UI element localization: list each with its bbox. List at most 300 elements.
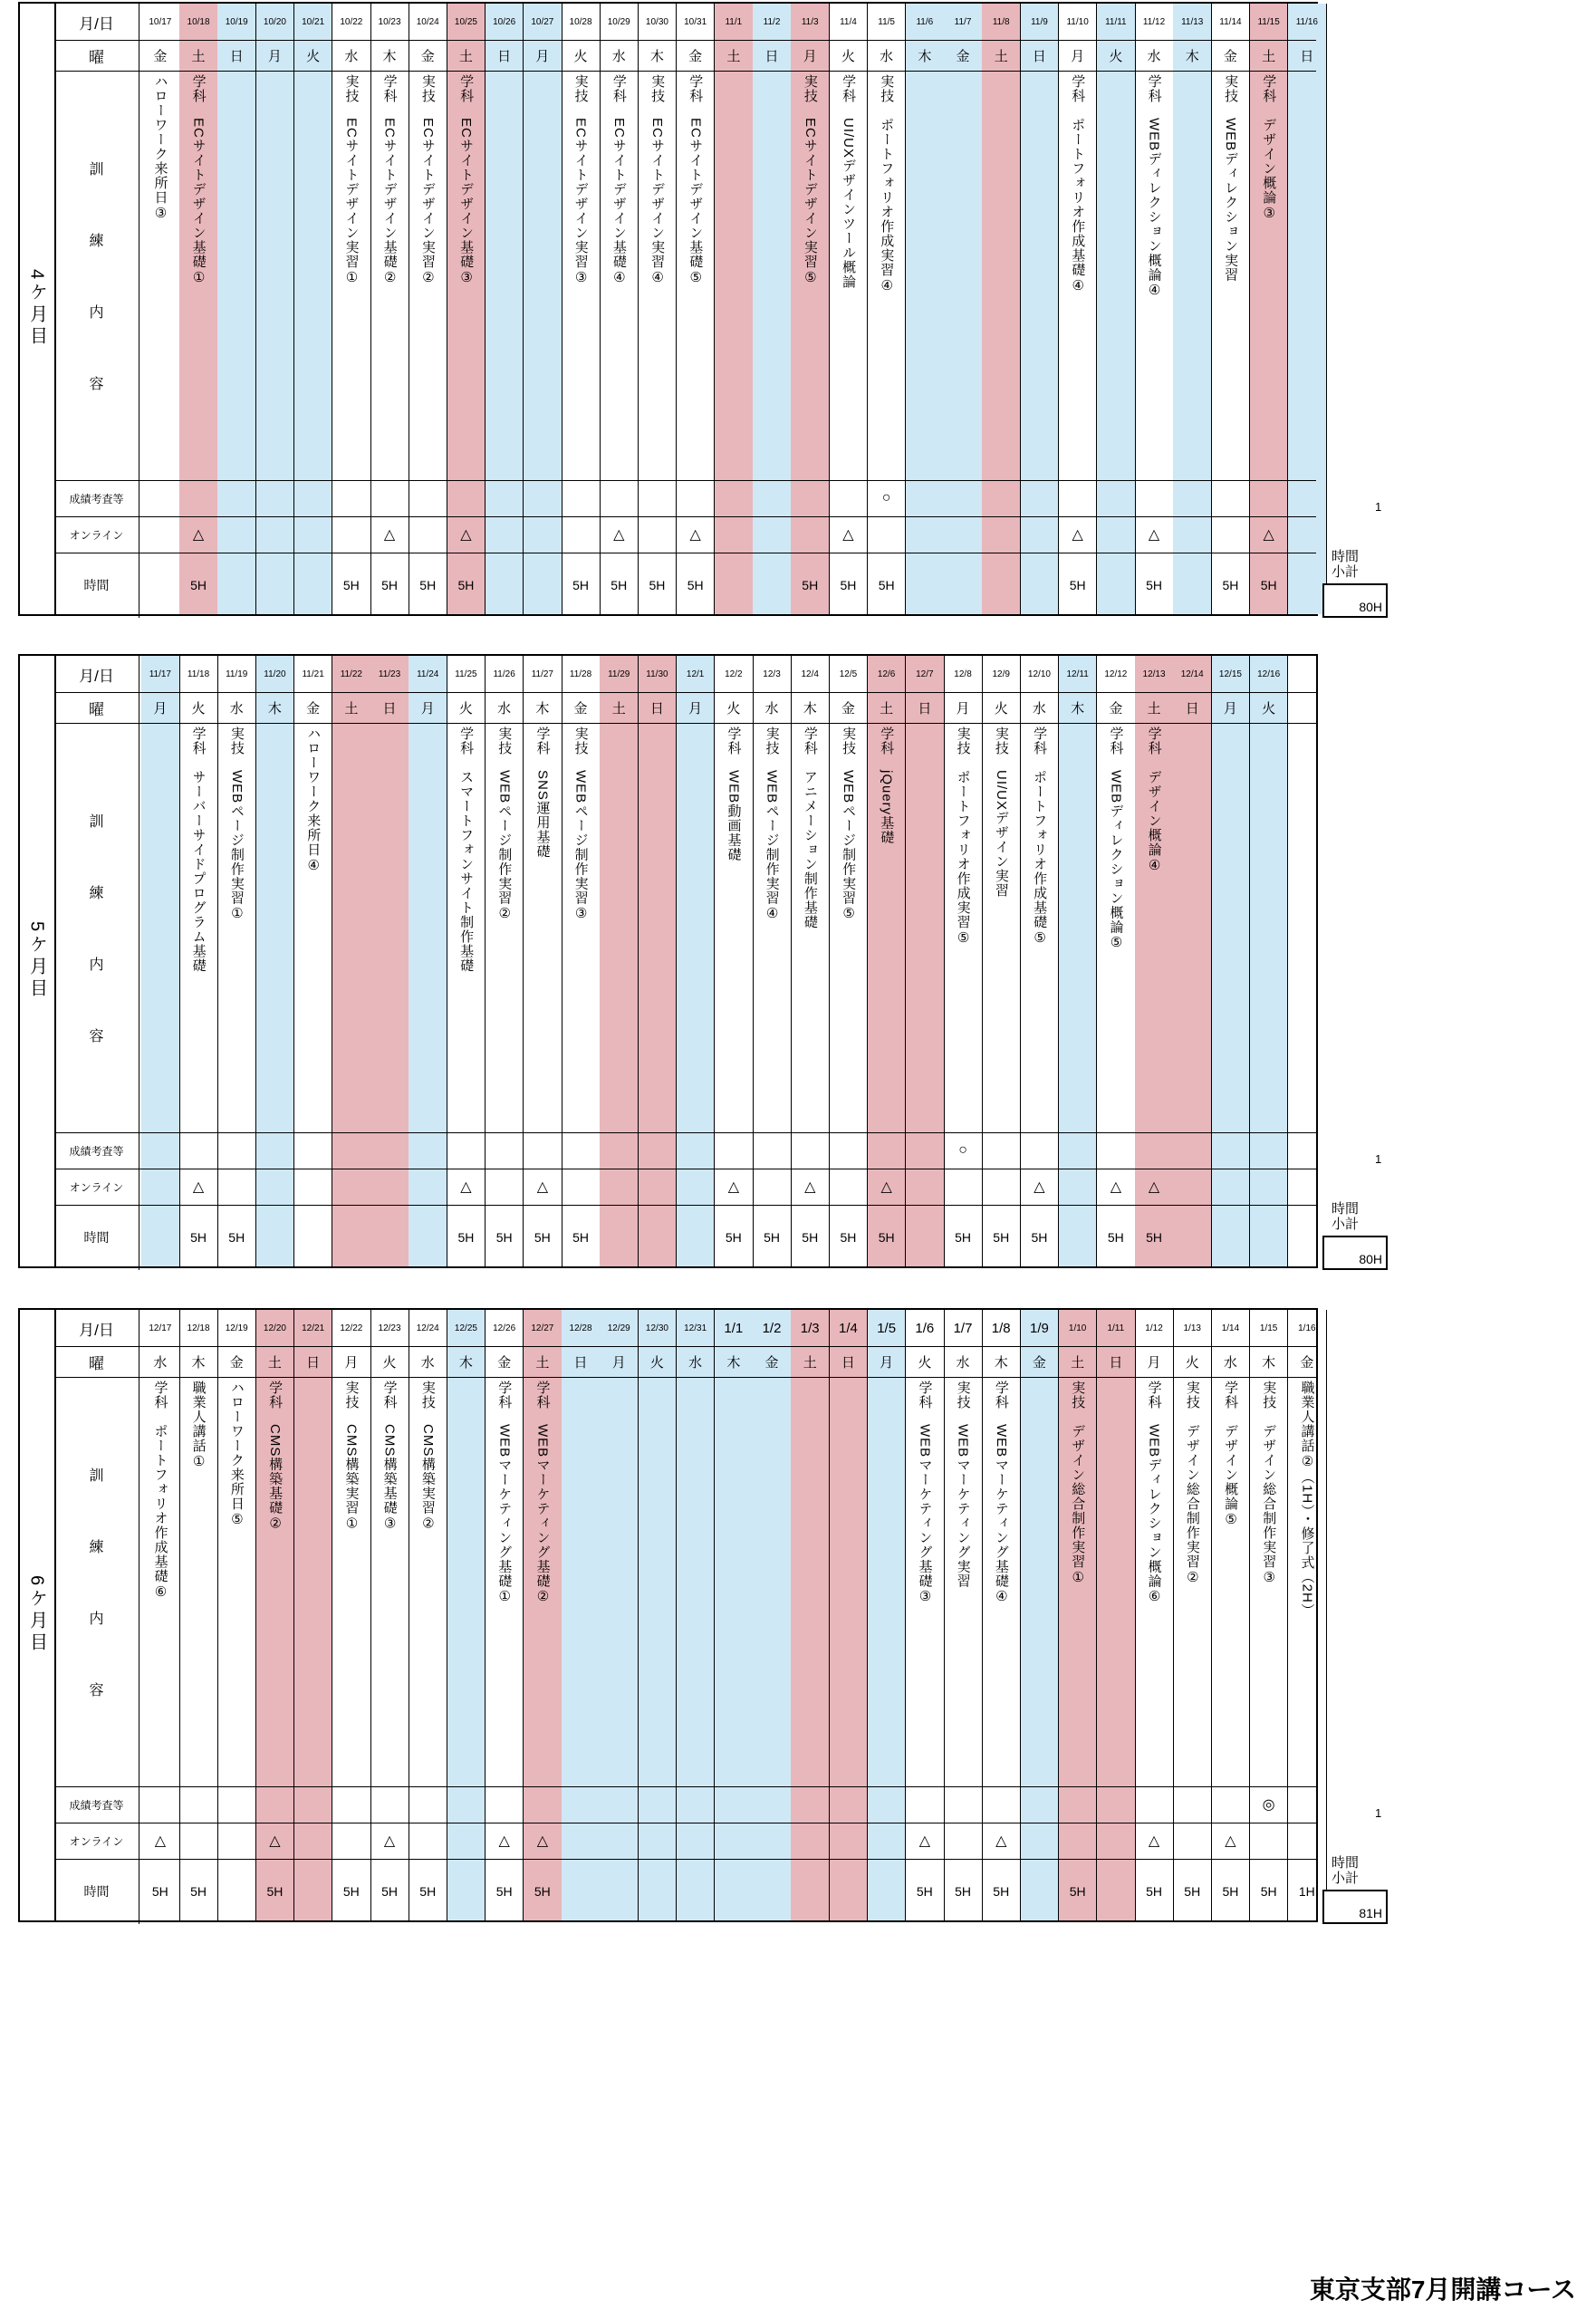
training-content-cell (906, 723, 944, 1132)
day-column (294, 1310, 333, 1920)
date-cell: 12/1 (686, 669, 705, 679)
day-column (1250, 4, 1289, 614)
grade-cell (294, 1132, 332, 1169)
online-cell (944, 516, 982, 553)
online-cell (1173, 1169, 1211, 1205)
training-content-cell (486, 1377, 524, 1786)
hours-cell: 5H (916, 1884, 933, 1899)
online-cell (409, 1169, 447, 1205)
training-content-cell (715, 71, 753, 480)
online-cell: △ (1263, 527, 1274, 543)
training-content: 実技 WEBページ制作実習③ (572, 726, 589, 923)
hours-cell (753, 1859, 791, 1924)
weekday-cell: 土 (191, 48, 206, 64)
month-block (18, 2, 1318, 616)
day-column (982, 1310, 1021, 1920)
content-label-char: 練 (89, 885, 104, 901)
date-cell: 10/30 (645, 16, 668, 27)
day-column (370, 656, 409, 1266)
date-cell: 1/9 (1030, 1320, 1049, 1336)
hours-cell (409, 1205, 447, 1270)
row-divider (54, 1377, 1316, 1378)
grade-cell (524, 480, 562, 516)
training-content-cell (409, 1377, 447, 1786)
training-content: 学科 ECサイトデザイン基礎① (190, 74, 207, 286)
day-column (1097, 1310, 1136, 1920)
hours-cell (982, 553, 1020, 618)
grade-cell (332, 1786, 370, 1823)
grade-cell (1250, 480, 1288, 516)
hours-cell (639, 1859, 677, 1924)
weekday-cell: 金 (841, 700, 855, 717)
training-content-cell (639, 71, 677, 480)
day-column (600, 656, 639, 1266)
online-cell (294, 1823, 332, 1859)
online-cell (1059, 1823, 1097, 1859)
grade-cell (906, 1786, 944, 1823)
online-cell: △ (536, 1179, 548, 1195)
training-content-cell (217, 723, 255, 1132)
content-label-char: 訓 (89, 1467, 104, 1484)
date-cell: 11/25 (455, 669, 477, 679)
training-content: 実技 CMS構築実習② (419, 1381, 436, 1533)
weekday-cell: 水 (420, 1354, 435, 1371)
online-cell (332, 1823, 370, 1859)
weekday-cell: 土 (1262, 48, 1276, 64)
date-cell: 1/12 (1145, 1323, 1163, 1333)
training-content: 学科 WEBマーケティング基礎① (496, 1381, 513, 1606)
date-label: 月/日 (54, 1310, 139, 1346)
date-cell: 12/23 (378, 1323, 401, 1333)
hours-cell: 5H (1260, 578, 1277, 592)
weekday-cell: 月 (1071, 48, 1085, 64)
day-column (715, 1310, 754, 1920)
grade-cell (1021, 1786, 1059, 1823)
date-cell: 12/29 (607, 1323, 630, 1333)
day-column (1135, 1310, 1174, 1920)
weekday-cell: 火 (1262, 700, 1276, 717)
date-cell: 11/20 (264, 669, 286, 679)
hours-subtotal-label: 時間 小計 (1332, 1201, 1360, 1233)
hours-cell (906, 553, 944, 618)
date-cell: 11/28 (569, 669, 592, 679)
weekday-cell: 金 (306, 700, 321, 717)
online-cell: △ (498, 1833, 510, 1849)
day-column (639, 656, 678, 1266)
grade-cell (944, 480, 982, 516)
training-content-cell (294, 723, 332, 1132)
weekday-cell: 金 (497, 1354, 512, 1371)
day-column (409, 656, 447, 1266)
online-cell: △ (460, 527, 472, 543)
hours-cell (715, 1859, 753, 1924)
weekday-cell: 火 (573, 48, 588, 64)
month-label-cell (20, 1310, 56, 1920)
day-column (906, 4, 945, 614)
date-cell: 11/11 (1105, 16, 1127, 27)
date-cell: 12/24 (416, 1323, 439, 1333)
grade-cell (256, 1132, 294, 1169)
training-content-cell (562, 1377, 600, 1786)
date-cell: 12/27 (531, 1323, 554, 1333)
weekday-cell: 木 (382, 48, 397, 64)
date-cell: 1/11 (1107, 1323, 1125, 1333)
training-content-cell (447, 723, 486, 1132)
weekday-cell: 木 (803, 700, 817, 717)
grade-cell: ◎ (1262, 1797, 1275, 1813)
hours-cell (217, 553, 255, 618)
training-content-cell (1059, 71, 1097, 480)
training-content-cell (370, 723, 409, 1132)
weekday-cell: 火 (649, 1354, 664, 1371)
training-content: 学科 ECサイトデザイン基礎③ (458, 74, 475, 286)
online-cell (753, 1823, 791, 1859)
training-content: 実技 ポートフォリオ作成実習④ (879, 74, 895, 294)
hours-cell: 5H (1146, 578, 1162, 592)
weekday-cell: 月 (1223, 700, 1237, 717)
day-column (179, 656, 218, 1266)
grade-cell (370, 1132, 409, 1169)
day-column (217, 656, 256, 1266)
date-cell: 10/20 (263, 16, 286, 27)
date-cell: 11/14 (1219, 16, 1242, 27)
hours-cell (562, 1859, 600, 1924)
hours-cell (1288, 553, 1326, 618)
grade-cell (1288, 1786, 1326, 1823)
weekday-cell: 木 (535, 700, 550, 717)
grade-cell: ○ (958, 1142, 967, 1158)
day-column (982, 4, 1021, 614)
grade-cell (753, 1132, 791, 1169)
day-column (1021, 1310, 1060, 1920)
online-cell (1250, 1169, 1288, 1205)
online-cell (830, 1169, 868, 1205)
online-cell (217, 516, 255, 553)
date-cell: 10/24 (416, 16, 439, 27)
online-cell (677, 1169, 715, 1205)
online-cell (791, 516, 829, 553)
day-column (1059, 656, 1098, 1266)
training-content: 学科 WEBマーケティング基礎④ (993, 1381, 1009, 1606)
hours-cell: 5H (1222, 578, 1239, 592)
grade-cell (562, 1786, 600, 1823)
hours-cell: 5H (190, 1230, 207, 1245)
date-cell: 11/22 (340, 669, 362, 679)
hours-cell (486, 553, 524, 618)
online-cell (256, 1169, 294, 1205)
training-content-cell (944, 1377, 982, 1786)
date-cell: 11/16 (1295, 16, 1318, 27)
day-column (1288, 4, 1327, 614)
training-content: 学科 アニメーション制作基礎 (802, 726, 818, 929)
hours-cell: 5H (611, 578, 628, 592)
grade-cell (370, 480, 409, 516)
date-cell: 11/3 (801, 16, 819, 27)
day-column (256, 1310, 295, 1920)
training-content-cell (447, 1377, 486, 1786)
day-column (906, 656, 945, 1266)
day-column (1173, 656, 1212, 1266)
hours-cell: 5H (802, 578, 819, 592)
day-column (486, 4, 524, 614)
day-column (217, 1310, 256, 1920)
online-cell: △ (995, 1833, 1007, 1849)
grade-cell (217, 1786, 255, 1823)
training-content-cell (1250, 723, 1288, 1132)
online-cell (141, 1169, 179, 1205)
content-label-chars (89, 132, 103, 419)
row-divider (54, 1132, 1316, 1133)
training-content: 実技 ECサイトデザイン実習③ (572, 74, 589, 286)
training-content-cell (1021, 71, 1059, 480)
hours-cell: 5H (381, 578, 398, 592)
content-label-chars (89, 1439, 103, 1725)
training-content-cell (370, 71, 409, 480)
online-cell (562, 516, 600, 553)
training-content-cell (447, 71, 486, 480)
training-content-cell (1212, 71, 1250, 480)
online-cell (715, 1823, 753, 1859)
hours-label: 時間 (54, 1205, 139, 1270)
online-cell (868, 516, 906, 553)
date-cell: 12/6 (877, 669, 896, 679)
hours-cell: 5H (495, 1884, 513, 1899)
weekday-cell: 木 (267, 700, 282, 717)
online-cell (906, 1169, 944, 1205)
date-cell: 12/14 (1180, 669, 1204, 679)
weekday-cell: 金 (573, 700, 588, 717)
hours-cell (1173, 553, 1211, 618)
hours-cell: 5H (342, 1884, 360, 1899)
weekday-cell: 日 (497, 48, 512, 64)
weekday-cell: 月 (611, 1354, 626, 1371)
weekday-cell: 土 (458, 48, 473, 64)
online-cell (1097, 516, 1135, 553)
hours-cell: 5H (1031, 1230, 1048, 1245)
training-content: 学科 ECサイトデザイン基礎② (381, 74, 398, 286)
online-cell (639, 1169, 677, 1205)
grade-label: 成績考査等 (54, 1786, 139, 1823)
hours-cell (294, 1859, 332, 1924)
grade-label: 成績考査等 (54, 1132, 139, 1169)
online-cell: △ (154, 1833, 166, 1849)
day-column (370, 1310, 409, 1920)
grade-cell (944, 1786, 982, 1823)
day-column (1021, 4, 1060, 614)
hours-cell: 5H (878, 1230, 895, 1245)
hours-cell (1021, 553, 1059, 618)
grade-cell (639, 1132, 677, 1169)
weekday-cell: 金 (1223, 48, 1237, 64)
training-content: 職業人講話① (190, 1381, 207, 1470)
training-content-cell (1135, 723, 1173, 1132)
grade-cell (677, 480, 715, 516)
day-column (1288, 1310, 1327, 1920)
weekday-cell: 金 (1032, 1354, 1046, 1371)
weekday-cell: 日 (1032, 48, 1046, 64)
hours-cell: 5H (993, 1230, 1010, 1245)
weekday-cell: 月 (344, 1354, 359, 1371)
online-cell: △ (536, 1833, 548, 1849)
online-cell: △ (613, 527, 625, 543)
hours-cell: 5H (534, 1230, 551, 1245)
training-content-cell (600, 1377, 638, 1786)
date-cell: 10/22 (340, 16, 363, 27)
weekday-cell: 木 (918, 48, 932, 64)
training-content: 実技 CMS構築実習① (343, 1381, 360, 1533)
hours-cell (1021, 1859, 1059, 1924)
hours-cell: 5H (342, 578, 360, 592)
day-column (944, 656, 983, 1266)
grade-cell (1097, 1786, 1135, 1823)
weekday-cell: 火 (726, 700, 741, 717)
day-column (753, 1310, 792, 1920)
grade-cell (753, 480, 791, 516)
content-label-char: 練 (89, 1539, 104, 1555)
online-cell: △ (383, 1833, 396, 1849)
date-cell: 1/2 (762, 1320, 782, 1336)
online-cell (600, 1823, 638, 1859)
training-content-cell (1250, 71, 1288, 480)
grade-cell (639, 1786, 677, 1823)
training-content-cell (791, 71, 829, 480)
date-cell: 12/11 (1066, 669, 1089, 679)
hours-cell (600, 1205, 638, 1270)
date-cell: 12/2 (725, 669, 743, 679)
online-cell (906, 516, 944, 553)
training-content-cell (1288, 71, 1326, 480)
training-content: 学科 デザイン概論④ (1146, 726, 1162, 874)
date-cell: 1/6 (915, 1320, 935, 1336)
day-column (179, 4, 218, 614)
weekday-cell: 火 (841, 48, 855, 64)
hours-cell: 5H (457, 578, 475, 592)
training-content: 職業人講話②（1H）・修了式（2H） (1299, 1381, 1315, 1618)
training-content: 実技 WEBページ制作実習④ (764, 726, 780, 923)
day-column (639, 1310, 678, 1920)
grade-cell (830, 480, 868, 516)
hours-cell: 5H (1069, 578, 1086, 592)
grade-cell (1021, 480, 1059, 516)
weekday-cell: 火 (1109, 48, 1123, 64)
grade-cell (256, 1786, 294, 1823)
training-content-cell (677, 71, 715, 480)
online-cell: △ (804, 1179, 816, 1195)
training-content-cell (179, 723, 217, 1132)
grade-cell (332, 480, 370, 516)
row-divider (54, 1346, 1316, 1347)
day-column (141, 1310, 180, 1920)
online-cell (982, 1169, 1020, 1205)
day-column (409, 4, 447, 614)
date-cell: 1/14 (1221, 1323, 1240, 1333)
training-content-cell (332, 71, 370, 480)
weekday-cell: 月 (153, 700, 168, 717)
training-content: 実技 ECサイトデザイン実習⑤ (802, 74, 818, 286)
day-column (1097, 656, 1136, 1266)
date-cell: 10/28 (569, 16, 592, 27)
hours-label: 時間 (54, 1859, 139, 1924)
day-column (486, 656, 524, 1266)
content-label-char: 内 (89, 957, 104, 974)
date-cell: 1/7 (953, 1320, 973, 1336)
hours-cell: 5H (1184, 1884, 1201, 1899)
training-content: 学科 ポートフォリオ作成基礎⑥ (152, 1381, 168, 1601)
training-content-cell (906, 1377, 944, 1786)
content-label-char: 容 (89, 1683, 104, 1699)
grade-cell (600, 1132, 638, 1169)
training-content-cell (791, 1377, 829, 1786)
hours-cell (677, 1859, 715, 1924)
grade-cell (1250, 1132, 1288, 1169)
weekday-cell: 日 (229, 48, 244, 64)
day-column (1097, 4, 1136, 614)
online-cell (256, 516, 294, 553)
online-cell (1250, 1823, 1288, 1859)
hours-cell (256, 553, 294, 618)
day-column (1212, 4, 1251, 614)
training-content-cell (868, 723, 906, 1132)
online-cell: △ (192, 527, 205, 543)
date-cell: 1/5 (877, 1320, 897, 1336)
grade-cell (830, 1786, 868, 1823)
grade-cell (1059, 1132, 1097, 1169)
weekday-cell: 木 (458, 1354, 473, 1371)
online-cell (217, 1823, 255, 1859)
date-cell: 11/15 (1257, 16, 1280, 27)
hours-subtotal-label: 時間 小計 (1332, 1855, 1360, 1887)
training-content-cell (524, 723, 562, 1132)
training-content: 学科 WEBディレクション概論⑤ (1108, 726, 1124, 952)
date-label: 月/日 (54, 656, 139, 692)
online-cell (562, 1823, 600, 1859)
training-content: 実技 WEBページ制作実習① (228, 726, 245, 923)
training-content-cell (1097, 723, 1135, 1132)
date-cell: 12/26 (493, 1323, 516, 1333)
weekday-cell: 土 (1071, 1354, 1085, 1371)
day-column (141, 656, 180, 1266)
training-content-cell (1059, 1377, 1097, 1786)
hours-cell: 5H (725, 1230, 742, 1245)
grade-cell (791, 1132, 829, 1169)
month-label: 5ケ月目 (26, 921, 47, 1001)
grade-cell (447, 480, 486, 516)
training-content: 学科 jQuery基礎 (879, 726, 895, 845)
training-content: 実技 WEBマーケティング実習 (955, 1381, 971, 1589)
training-content: 学科 WEBマーケティング基礎② (534, 1381, 551, 1606)
hours-cell: 5H (1146, 1230, 1162, 1245)
weekday-cell: 金 (764, 1354, 779, 1371)
date-cell: 10/23 (378, 16, 401, 27)
hours-cell (791, 1859, 829, 1924)
training-content-cell (868, 71, 906, 480)
date-cell: 1/1 (724, 1320, 744, 1336)
date-cell: 10/26 (493, 16, 516, 27)
weekday-cell: 月 (688, 700, 703, 717)
date-cell: 1/13 (1183, 1323, 1201, 1333)
hours-cell: 5H (190, 578, 207, 592)
weekday-cell: 金 (1109, 700, 1123, 717)
grade-cell (600, 1786, 638, 1823)
training-content: ハローワーク来所日⑤ (228, 1381, 245, 1528)
grade-cell (1059, 1786, 1097, 1823)
hours-cell: 5H (534, 1884, 551, 1899)
hours-cell (447, 1859, 486, 1924)
hours-cell: 5H (419, 578, 437, 592)
hours-cell: 5H (381, 1884, 398, 1899)
weekday-cell: 火 (191, 700, 206, 717)
training-content-cell (753, 71, 791, 480)
